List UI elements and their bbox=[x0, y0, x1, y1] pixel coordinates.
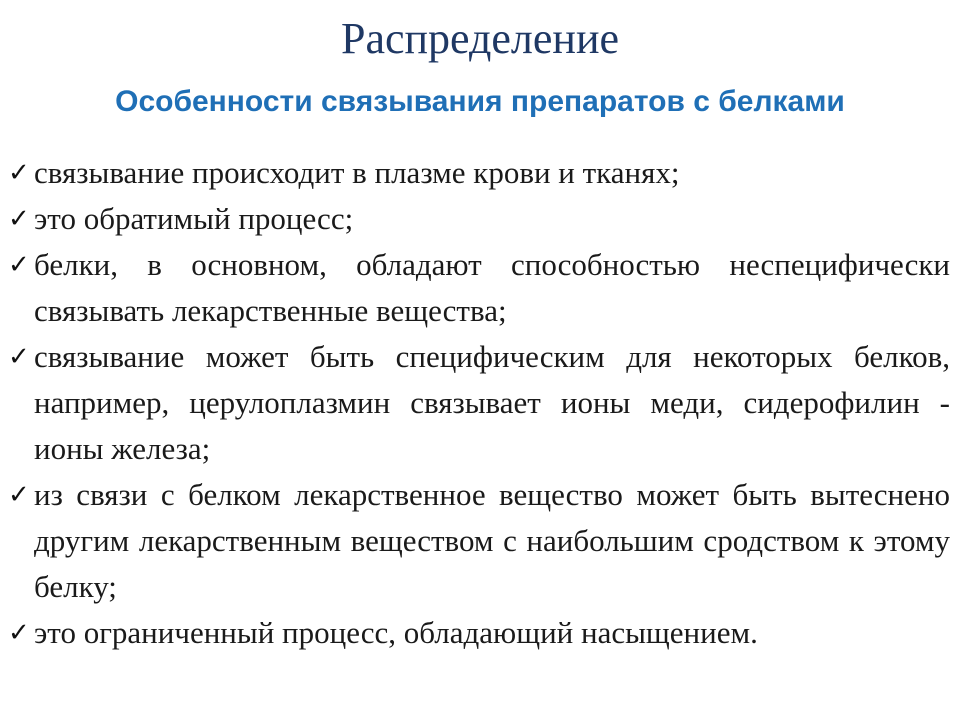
checkmark-icon: ✓ bbox=[8, 618, 30, 648]
bullet-item bbox=[8, 242, 950, 334]
bullet-item bbox=[8, 196, 950, 242]
bullet-list bbox=[8, 150, 950, 656]
bullet-text: это ограниченный процесс, обладающий насыщением. bbox=[34, 615, 758, 650]
bullet-item bbox=[8, 610, 950, 656]
bullet-text: связывание происходит в плазме крови и тканях; bbox=[34, 155, 680, 190]
slide-title: Распределение bbox=[340, 14, 620, 63]
bullet-text: это обратимый процесс; bbox=[34, 201, 354, 236]
bullet-item bbox=[8, 334, 950, 472]
checkmark-icon: ✓ bbox=[8, 342, 30, 372]
checkmark-icon: ✓ bbox=[8, 204, 30, 234]
bullet-text: связывание может быть специфическим для некоторых белков, например, церулоплазмин связывает ионы меди, сидерофилин - ионы железа; bbox=[34, 339, 950, 466]
checkmark-icon: ✓ bbox=[8, 158, 30, 188]
bullet-item bbox=[8, 150, 950, 196]
checkmark-icon: ✓ bbox=[8, 250, 30, 280]
bullet-text: из связи с белком лекарственное вещество может быть вытеснено другим лекарственным веществом с наибольшим сродством к этому белку; bbox=[34, 477, 950, 604]
bullet-text: белки, в основном, обладают способностью неспецифически связывать лекарственные вещества; bbox=[34, 247, 950, 328]
bullet-item bbox=[8, 472, 950, 610]
slide-subtitle: Особенности связывания препаратов с белками bbox=[115, 85, 845, 118]
checkmark-icon: ✓ bbox=[8, 480, 30, 510]
